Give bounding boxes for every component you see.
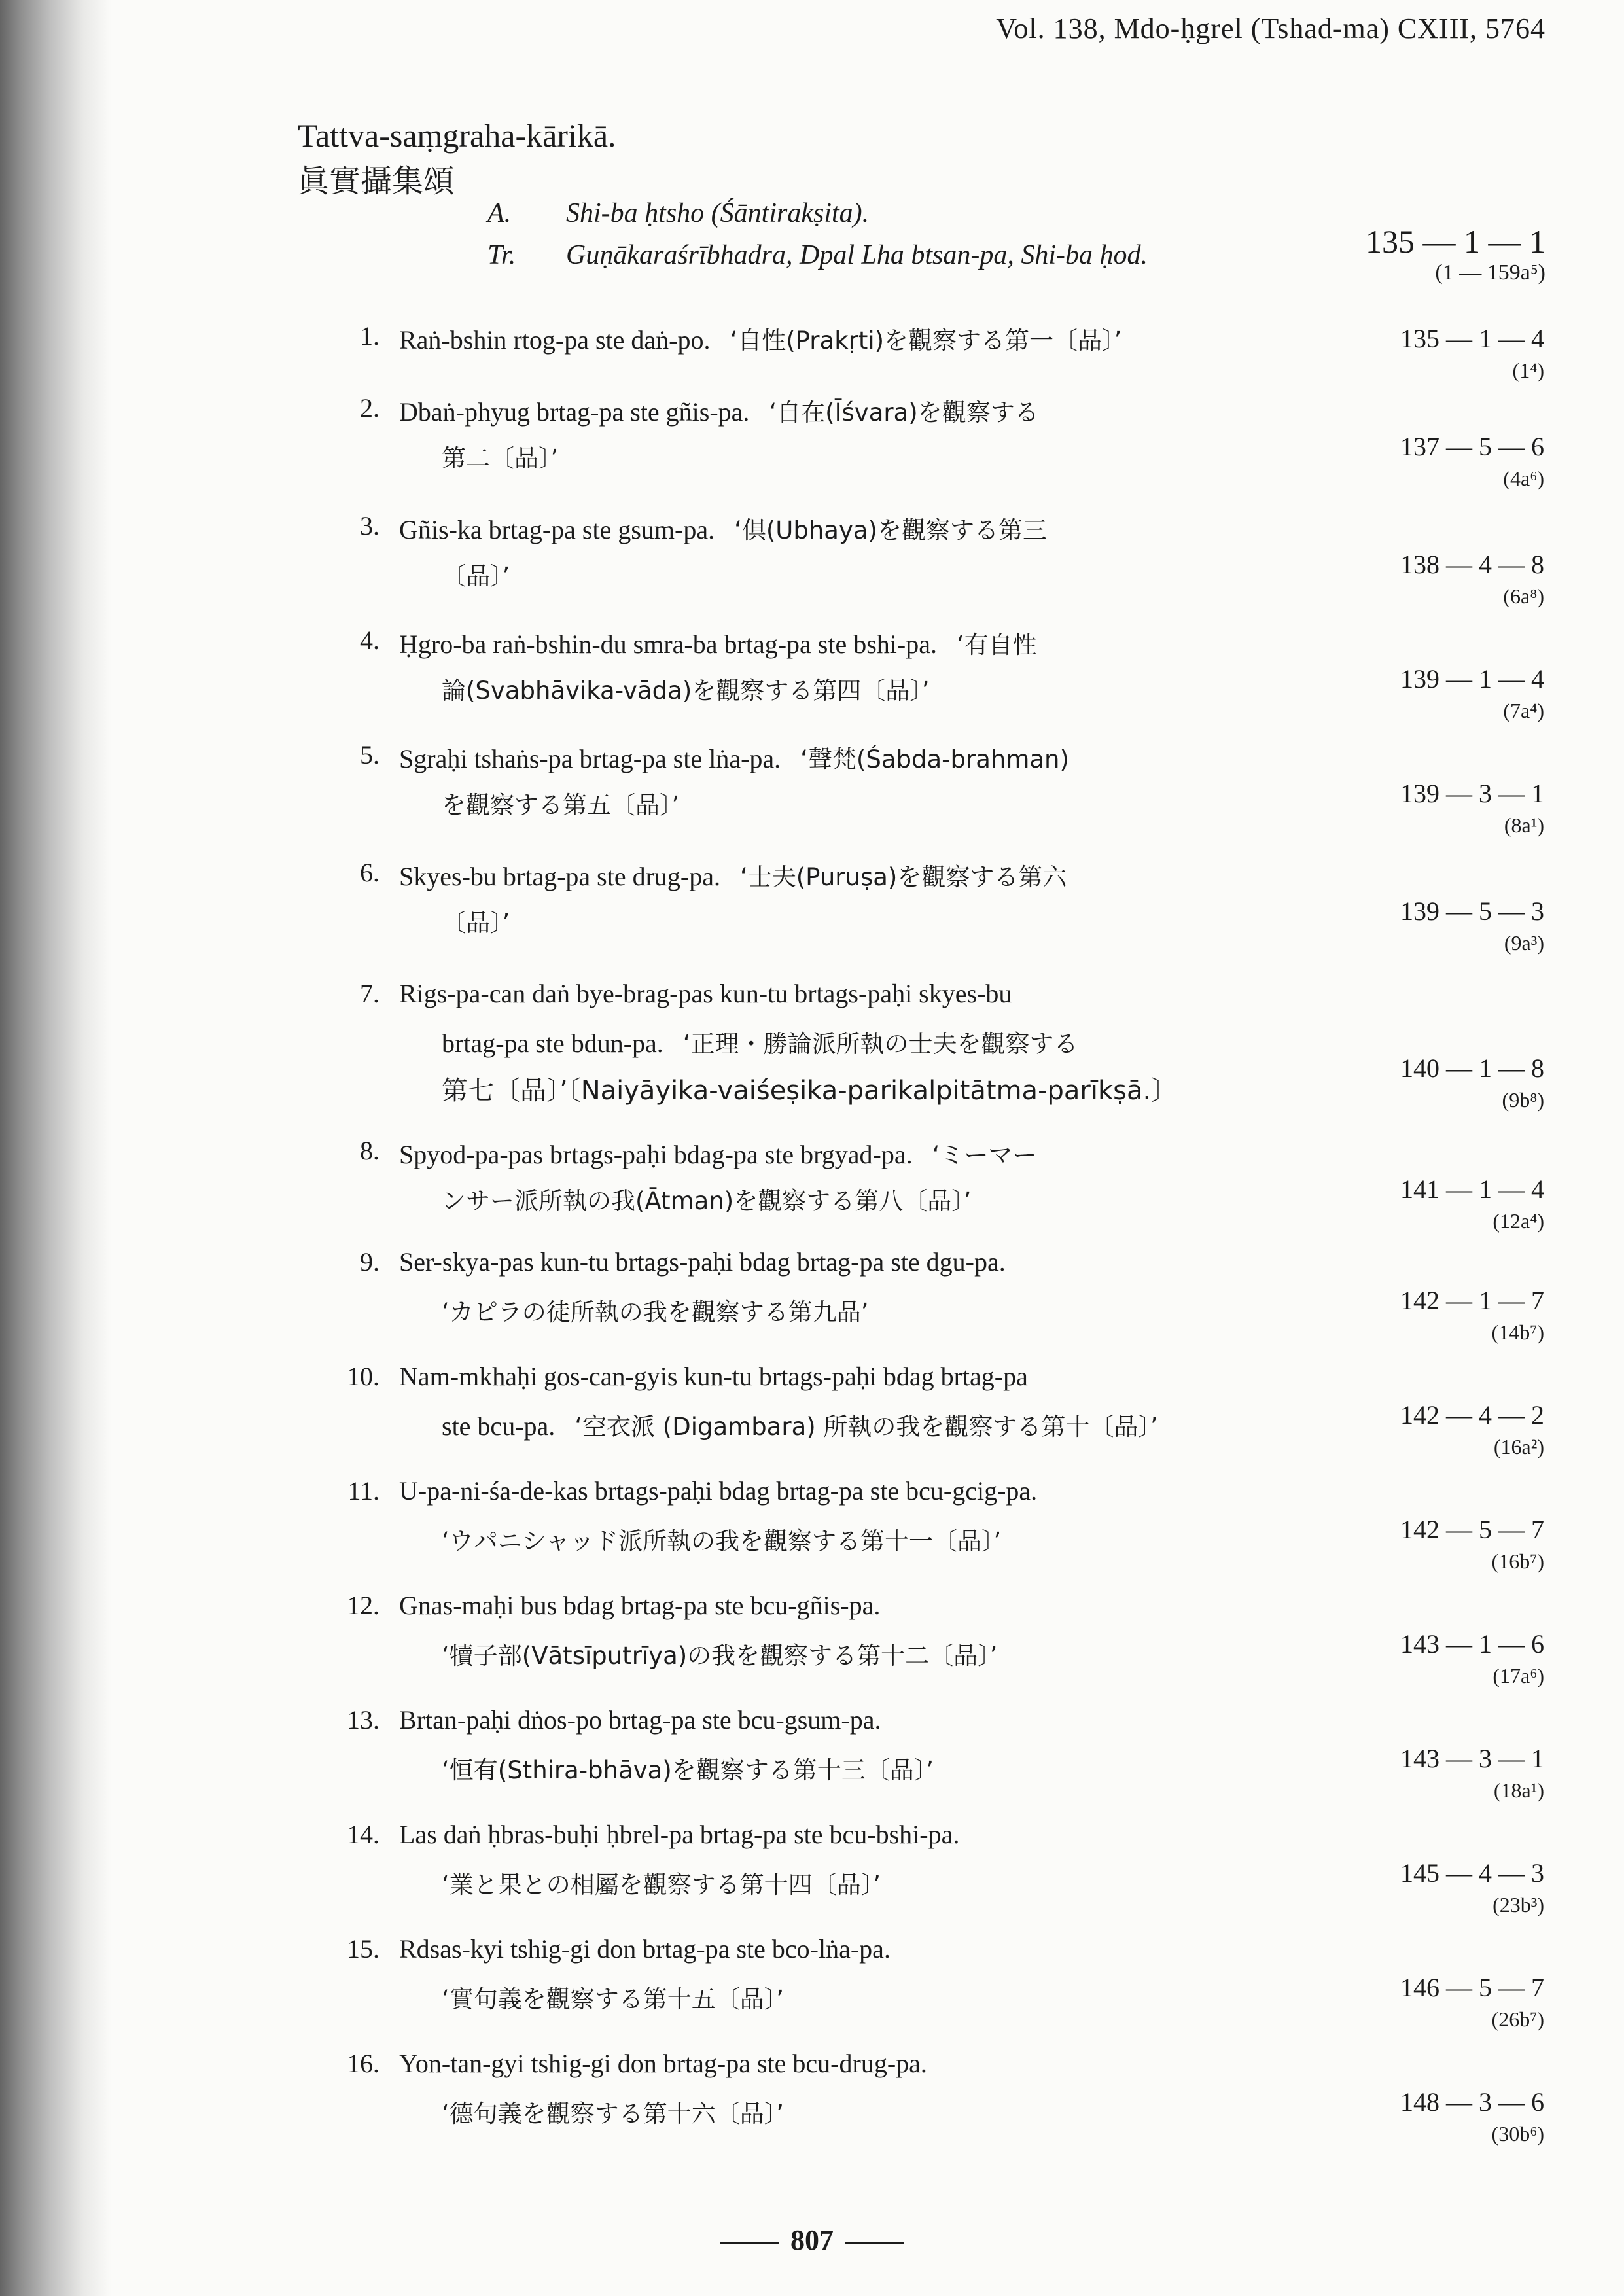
entry-tibetan-title: Raṅ-bshin rtog-pa ste daṅ-po. [399,325,711,355]
entry-reference-number: 139 — 5 — 3 [1400,896,1544,926]
entry-title-line [399,1704,881,1735]
entry-title-line [399,1475,1037,1506]
list-item [340,978,1610,1112]
entry-reference-folio: (16a²) [1493,1435,1544,1458]
entry-tibetan-title: Spyod-pa-pas brtags-paḥi bdag-pa ste brgyad-pa. [399,1140,913,1169]
entry-continuation-line [442,1979,784,2015]
entry-reference-folio: (16b⁷) [1491,1549,1544,1573]
entry-reference [1400,1969,1544,2032]
entry-reference-number: 142 — 4 — 2 [1400,1400,1544,1430]
entry-reference-number: 142 — 1 — 7 [1400,1286,1544,1315]
entry-reference-number: 141 — 1 — 4 [1400,1174,1544,1204]
entry-tibetan-title: Gnas-maḥi bus bdag brtag-pa ste bcu-gñis-pa. [399,1591,881,1620]
translator-line [487,239,1148,271]
entry-tibetan-title: Las daṅ ḥbras-buḥi ḥbrel-pa brtag-pa ste bcu-bshi-pa. [399,1820,960,1849]
entry-japanese-continuation: ‘恒有(Sthira-bhāva)を觀察する第十三〔品〕’ [442,1756,934,1784]
main-reference-number: 135 — 1 — 1 [1366,223,1545,260]
entry-third-line: 第七〔品〕’〔Naiyāyika-vaiśeṣika-parikalpitātma-parīkṣā.〕 [442,1076,1178,1106]
entry-reference [1400,1397,1544,1460]
author-line [487,198,869,229]
entry-continuation-line [442,1636,997,1671]
entry-reference [1400,893,1544,956]
entry-continuation-line [442,438,558,474]
entry-japanese-title: ‘自性(Prakṛti)を觀察する第一〔品〕’ [730,327,1122,355]
entry-reference-folio: (6a⁸) [1503,584,1544,608]
entry-title-line [399,1819,959,1850]
entry-tibetan-title: Rigs-pa-can daṅ bye-brag-pas kun-tu brtags-paḥi skyes-bu [399,979,1012,1008]
title-block [298,113,616,204]
entry-number: 11. [347,1476,380,1506]
entry-continuation-line [442,785,679,821]
entry-title-line [399,1590,880,1621]
entry-reference [1400,1511,1544,1574]
entry-reference-number: 139 — 3 — 1 [1400,779,1544,808]
scan-edge-shadow [0,0,111,2296]
entry-reference [1400,1855,1544,1918]
entry-reference-folio: (1⁴) [1512,359,1544,382]
entry-number: 4. [360,626,380,655]
entry-title-line [399,1934,891,1964]
entry-japanese-continuation: ‘正理・勝論派所執の士夫を觀察する [682,1030,1078,1058]
entry-reference [1400,546,1544,609]
entry-reference-number: 145 — 4 — 3 [1400,1858,1544,1888]
entry-japanese-continuation: 論(Svabhāvika-vāda)を觀察する第四〔品〕’ [442,677,930,705]
title-japanese: 眞實攝集頌 [298,163,455,200]
entry-tibetan-continuation: ste bcu-pa. [442,1411,556,1441]
entry-reference-number: 140 — 1 — 8 [1400,1053,1544,1083]
entry-reference-folio: (23b³) [1492,1893,1544,1916]
entry-reference-number: 137 — 5 — 6 [1400,432,1544,461]
entry-reference [1400,1740,1544,1803]
entry-continuation-line [442,1865,881,1900]
entry-reference-folio: (26b⁷) [1491,2007,1544,2031]
entry-continuation-line [442,1292,869,1328]
entry-japanese-continuation: 第二〔品〕’ [442,444,559,472]
translator-name: Guṇākaraśrībhadra, Dpal Lha btsan-pa, Shi-ba ḥod. [566,240,1148,270]
entry-reference [1400,429,1544,491]
footer-dash-left [720,2242,779,2244]
entry-reference-number: 142 — 5 — 7 [1400,1515,1544,1544]
entry-japanese-continuation: ‘犢子部(Vātsīputrīya)の我を觀察する第十二〔品〕’ [442,1642,998,1670]
list-item [340,739,1610,851]
main-reference [1366,222,1545,285]
entry-japanese-continuation: ‘業と果との相屬を觀察する第十四〔品〕’ [442,1871,881,1899]
entry-tibetan-title: Ḥgro-ba raṅ-bshin-du smra-ba brtag-pa ste bshi-pa. [399,629,937,659]
entry-title-line [399,1135,1036,1171]
entry-tibetan-title: Nam-mkhaḥi gos-can-gyis kun-tu brtags-paḥi bdag brtag-pa [399,1362,1028,1391]
entry-title-line [399,1246,1006,1277]
entry-continuation-line [442,556,510,592]
entry-japanese-continuation: 〔品〕’ [442,909,510,937]
entry-number: 8. [360,1136,380,1165]
entry-japanese-title: ‘ミーマー [932,1141,1037,1169]
entry-reference-number: 148 — 3 — 6 [1400,2087,1544,2117]
entry-japanese-continuation: ‘ウパニシャッド派所執の我を觀察する第十一〔品〕’ [442,1527,1002,1555]
entry-japanese-continuation: ‘カピラの徒所執の我を觀察する第九品’ [442,1298,869,1326]
entry-japanese-title: ‘倶(Ubhaya)を觀察する第三 [734,516,1047,544]
entry-title-line [399,857,1067,892]
entry-japanese-title: ‘有自性 [956,631,1037,659]
list-item [340,1819,1610,1930]
entry-number: 5. [360,740,380,769]
entry-continuation-line [442,1407,1158,1442]
entry-continuation-line [442,2094,784,2129]
entry-japanese-continuation: 〔品〕’ [442,562,510,590]
list-item [340,1475,1610,1587]
list-item [340,1135,1610,1246]
entry-continuation-line [442,1181,971,1216]
entry-title-line [399,625,1037,660]
entry-number: 1. [360,321,380,351]
entry-reference [1400,1282,1544,1345]
list-item [340,510,1610,622]
entry-title-line [399,2048,927,2079]
entry-tibetan-title: Sgraḥi tshaṅs-pa brtag-pa ste lṅa-pa. [399,744,781,773]
entry-reference [1400,321,1544,383]
author-name: Shi-ba ḥtsho (Śāntirakṣita). [566,198,870,228]
page-header: Vol. 138, Mdo-ḥgrel (Tshad-ma) CXIII, 5764 [996,12,1545,44]
main-reference-folio: (1 — 159a⁵) [1435,260,1545,285]
footer-dash-right [845,2242,904,2244]
entry-reference-number: 146 — 5 — 7 [1400,1973,1544,2002]
entry-reference-folio: (14b⁷) [1491,1320,1544,1344]
entry-number: 2. [360,393,380,423]
entry-reference-number: 143 — 1 — 6 [1400,1629,1544,1659]
entry-number: 3. [360,511,380,540]
entry-tibetan-title: Ser-skya-pas kun-tu brtags-paḥi bdag brtag-pa ste dgu-pa. [399,1247,1006,1277]
entry-reference-number: 143 — 3 — 1 [1400,1744,1544,1773]
list-item [340,1246,1610,1358]
entry-number: 15. [347,1934,380,1964]
entry-tibetan-title: Brtan-paḥi dṅos-po brtag-pa ste bcu-gsum-pa. [399,1705,881,1735]
entry-continuation-line [442,1750,934,1786]
title-english: Tattva-saṃgraha-kārikā. [298,117,616,154]
entry-japanese-title: ‘自在(Īśvara)を觀察する [769,398,1039,427]
entry-japanese-continuation: ンサー派所執の我(Ātman)を觀察する第八〔品〕’ [442,1187,972,1215]
entry-tibetan-title: Skyes-bu brtag-pa ste drug-pa. [399,862,720,891]
list-item [340,857,1610,968]
entry-reference-number: 139 — 1 — 4 [1400,664,1544,694]
entry-title-line [399,978,1012,1009]
list-item [340,393,1610,504]
entry-continuation-line [442,903,510,938]
entry-title-line [399,393,1039,428]
entry-number: 13. [347,1705,380,1735]
entry-title-line [399,510,1047,546]
entry-reference [1400,2084,1544,2147]
page-footer [0,2223,1624,2257]
entry-reference-folio: (18a¹) [1493,1778,1544,1802]
entry-reference-folio: (30b⁶) [1491,2122,1544,2146]
entry-tibetan-title: Yon-tan-gyi tshig-gi don brtag-pa ste bcu-drug-pa. [399,2049,927,2078]
entry-number: 6. [360,858,380,887]
entry-japanese-continuation: を觀察する第五〔品〕’ [442,791,680,819]
list-item [340,1361,1610,1472]
entry-tibetan-title: Rdsas-kyi tshig-gi don brtag-pa ste bco-lṅa-pa. [399,1934,891,1964]
entry-reference [1400,1626,1544,1689]
page-number: 807 [790,2224,834,2256]
entry-tibetan-continuation: brtag-pa ste bdun-pa. [442,1029,663,1058]
entry-reference [1400,1171,1544,1234]
entry-reference-folio: (9b⁸) [1502,1088,1544,1112]
entry-reference [1400,1050,1544,1113]
entry-japanese-continuation: ‘德句義を觀察する第十六〔品〕’ [442,2100,785,2128]
entry-japanese-title: ‘士夫(Puruṣa)を觀察する第六 [739,863,1067,891]
entry-continuation-line [442,1024,1078,1059]
entry-title-line [399,739,1069,775]
entry-reference-folio: (9a³) [1504,931,1544,955]
entry-reference [1400,661,1544,724]
list-item [340,2048,1610,2159]
entry-reference-folio: (8a¹) [1504,813,1544,837]
entry-title-line [399,1361,1028,1392]
list-item [340,1704,1610,1816]
list-item [340,1590,1610,1701]
entry-number: 14. [347,1820,380,1849]
entry-reference-folio: (7a⁴) [1503,699,1544,722]
entry-continuation-line [442,1521,1001,1557]
entry-reference-number: 135 — 1 — 4 [1400,324,1544,353]
entry-number: 7. [360,979,380,1008]
author-label: A. [487,198,512,228]
entry-reference-folio: (12a⁴) [1492,1209,1544,1233]
entry-number: 9. [360,1247,380,1277]
entry-number: 12. [347,1591,380,1620]
entry-reference-folio: (4a⁶) [1503,467,1544,490]
entry-japanese-continuation: ‘空衣派 (Digambara) 所執の我を觀察する第十〔品〕’ [574,1413,1158,1441]
entry-reference-number: 138 — 4 — 8 [1400,550,1544,579]
entry-title-line [399,321,1121,356]
entry-tibetan-title: U-pa-ni-śa-de-kas brtags-paḥi bdag brtag-pa ste bcu-gcig-pa. [399,1476,1038,1506]
entry-number: 10. [347,1362,380,1391]
entry-number: 16. [347,2049,380,2078]
entry-tibetan-title: Dbaṅ-phyug brtag-pa ste gñis-pa. [399,397,750,427]
entry-tibetan-title: Gñis-ka brtag-pa ste gsum-pa. [399,515,715,544]
entry-reference [1400,775,1544,838]
list-item [340,1934,1610,2045]
translator-label: Tr. [487,240,516,270]
entry-japanese-continuation: ‘實句義を觀察する第十五〔品〕’ [442,1985,785,2013]
entry-japanese-title: ‘聲梵(Śabda-brahman) [800,745,1069,773]
list-item [340,625,1610,736]
entry-continuation-line [442,671,930,706]
entry-reference-folio: (17a⁶) [1492,1664,1544,1687]
